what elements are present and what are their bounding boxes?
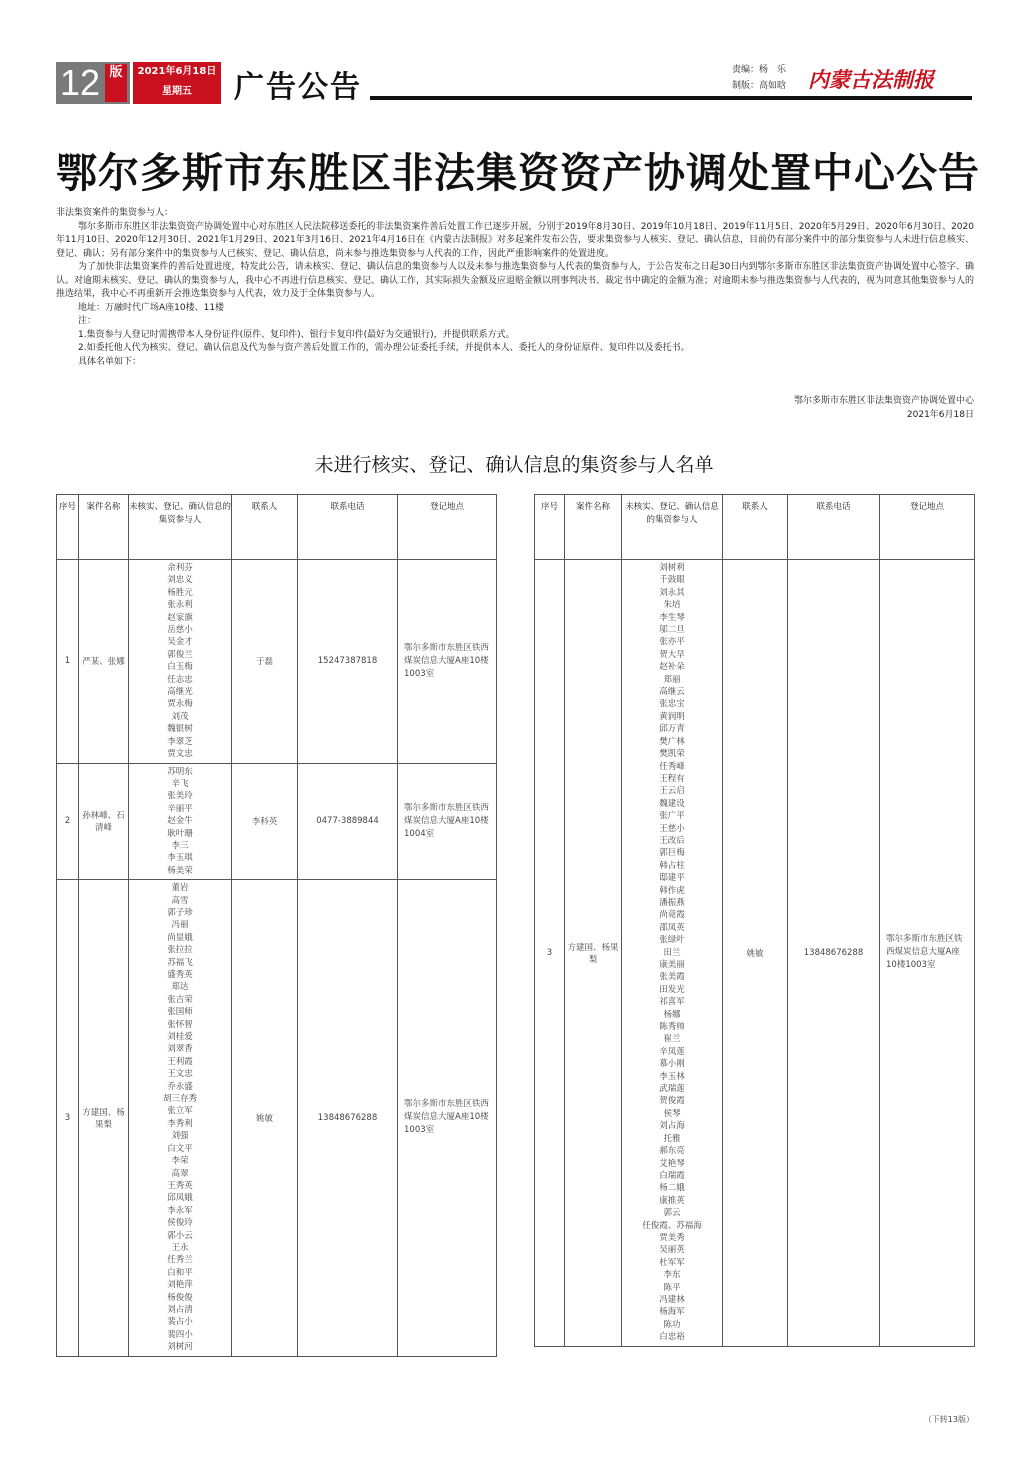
list-intro: 具体名单如下： [78, 356, 142, 367]
participant-name: 贺大早 [659, 649, 685, 660]
participant-name: 苏福飞 [167, 957, 193, 968]
row-number: 1 [57, 560, 79, 764]
header-rule [370, 96, 972, 100]
participant-name: 张立军 [167, 1106, 193, 1117]
signature [794, 394, 974, 422]
participant-name: 韩作虎 [659, 885, 685, 896]
participant-name: 张永利 [167, 600, 193, 611]
participant-name: 高继光 [167, 687, 193, 698]
case-name: 方建国、杨果梨 [79, 880, 129, 1356]
row-number: 3 [57, 880, 79, 1356]
participant-name: 余利芬 [167, 563, 193, 573]
case-name: 方建国、杨果梨 [565, 560, 622, 1347]
participant-name: 张绿叶 [659, 935, 685, 946]
col-header-participants: 未核实、登记、确认信息的集资参与人 [622, 495, 723, 560]
participant-name: 康推英 [659, 1195, 685, 1206]
participant-name: 张拉拉 [167, 945, 193, 956]
participant-name: 董岩 [171, 883, 189, 894]
editor-name: 责编：杨 乐 [732, 65, 787, 75]
participant-name: 康美丽 [659, 960, 685, 970]
participant-names [129, 560, 232, 764]
contact-phone: 0477-3889844 [298, 763, 398, 880]
contact-phone: 13848676288 [298, 880, 398, 1356]
participant-name: 辛飞 [171, 778, 189, 789]
participant-name: 裴占小 [167, 1317, 193, 1328]
participant-name: 李生琴 [659, 612, 685, 623]
participant-name: 刘占海 [659, 1121, 685, 1132]
participant-name: 贾永梅 [167, 699, 193, 710]
participant-name: 潘振燕 [659, 897, 685, 908]
newspaper-logo: 内蒙古法制报 [808, 67, 934, 92]
table-row [57, 880, 497, 1356]
participant-name: 裴四小 [167, 1329, 193, 1340]
participant-names [129, 763, 232, 880]
participant-name: 白忠裕 [659, 1332, 685, 1343]
participant-name: 樊凯荣 [659, 749, 685, 760]
participant-name: 苏明东 [167, 766, 193, 777]
col-header-location: 登记地点 [398, 495, 497, 560]
participant-name: 邸建平 [659, 873, 685, 884]
issue-date-box [133, 62, 221, 104]
col-header-no: 序号 [535, 495, 565, 560]
paragraph-1: 鄂尔多斯市东胜区非法集资资产协调处置中心对东胜区人民法院移送委托的非法集资案件善后处置工作已逐步开展，分别于2019年8月30日、2019年10月18日、2019年11月5日、2020年5月29日、2020年6月30日、2020年11月10日、2020年12月30日、2021年1月29日、2021年3月16日、2021年4月16日在《内蒙古法制报》对多起案件发布公告，要求集资参与人核实、登记、确认信息，目前仍有部分案件中的部分集资参与人未进行信息核实、登记、确认；另有部分案件中的集资参与人已核实、登记、确认信息，尚未参与推选集资参与人代表的工作，因此严重影响案件的处置进度。 [56, 221, 974, 259]
participant-name: 白文平 [167, 1143, 193, 1154]
table-row [57, 560, 497, 764]
participant-name: 冯丽 [171, 920, 189, 931]
participant-name: 李玉林 [659, 1071, 685, 1082]
participant-name: 贾文忠 [167, 749, 193, 760]
col-header-contact: 联系人 [723, 495, 788, 560]
note-2: 2.如委托他人代为核实、登记、确认信息及代为参与资产善后处置工作的，需办理公证委托手续，并提供本人、委托人的身份证原件、复印件以及委托书。 [78, 343, 690, 353]
issue-date: 2021年6月18日 [137, 66, 217, 77]
participant-name: 刘翠香 [167, 1044, 193, 1055]
col-header-participants: 未核实、登记、确认信息的集资参与人 [129, 495, 232, 560]
participant-name: 贾美秀 [659, 1232, 685, 1243]
participant-name: 陈平 [663, 1282, 681, 1293]
participant-name: 杨俊俊 [167, 1292, 193, 1303]
participant-name: 刘永其 [659, 587, 685, 598]
col-header-phone: 联系电话 [788, 495, 880, 560]
participant-name: 李永军 [167, 1205, 193, 1216]
participant-name: 刘树利 [659, 563, 685, 573]
participant-name: 张吉荣 [167, 994, 193, 1005]
contact-person: 于磊 [232, 560, 298, 764]
participant-name: 张亦平 [659, 637, 685, 648]
participant-name: 白和平 [167, 1267, 193, 1278]
participant-name: 杨美荣 [167, 865, 193, 876]
signature-date: 2021年6月18日 [906, 410, 974, 420]
participant-name: 杨娜 [663, 1009, 681, 1020]
participant-name: 王永 [171, 1242, 189, 1253]
participant-name: 盛秀英 [167, 970, 193, 980]
row-number: 2 [57, 763, 79, 880]
contact-person: 李科英 [232, 763, 298, 880]
participant-name: 高继云 [659, 687, 685, 698]
participant-name: 魏银树 [167, 724, 193, 735]
participant-name: 李东 [663, 1270, 681, 1281]
table-header-row [535, 495, 975, 560]
participant-name: 刘忠义 [167, 575, 193, 586]
salutation: 非法集资案件的集资参与人： [56, 208, 174, 218]
paragraph-2: 为了加快非法集资案件的善后处置进度，特发此公告，请未核实、登记、确认信息的集资参与人以及未参与推选集资参与人代表的集资参与人，于公告发布之日起30日内到鄂尔多斯市东胜区非法集资资产协调处置中心签字、确认。对逾期未核实、登记、确认的集资参与人，我中心不再进行信息核实、登记、确认工作，其实际损失金额及应退赔金额以刑事判决书、裁定书中确定的金额为准；对逾期未参与推选集资参与人代表的，视为同意其他集资参与人的推选结果，我中心不再重新开会推选集资参与人代表，效力及于全体集资参与人。 [56, 262, 975, 299]
participant-name: 白瑞霞 [659, 1170, 685, 1181]
participant-name: 李玉琪 [167, 853, 193, 864]
participant-name: 杨海军 [659, 1307, 685, 1318]
participant-table-right [534, 494, 975, 1347]
participant-names [129, 880, 232, 1356]
participant-name: 白玉梅 [167, 662, 193, 673]
contact-person: 姚敏 [723, 560, 788, 1347]
participant-name: 耿叶珊 [167, 828, 193, 839]
participant-name: 杨胜元 [167, 587, 193, 598]
participant-name: 刘艳萍 [167, 1280, 193, 1291]
participant-name: 辛丽平 [167, 803, 193, 814]
participant-names [622, 560, 723, 1347]
participant-name: 尚显娥 [167, 932, 193, 943]
registration-location: 鄂尔多斯市东胜区铁西煤炭信息大厦A座10楼1003室 [398, 880, 497, 1356]
participant-name: 任俊霞、苏福海 [642, 1220, 702, 1231]
participant-name: 郝东亮 [659, 1146, 685, 1157]
col-header-location: 登记地点 [880, 495, 975, 560]
participant-name: 张美玲 [167, 791, 193, 802]
participant-name: 尚竟霞 [659, 910, 685, 921]
participant-name: 刘强 [171, 1131, 189, 1142]
participant-name: 陈秀帅 [659, 1022, 685, 1033]
participant-name: 刘占清 [167, 1304, 193, 1315]
participant-name: 张怀智 [167, 1019, 193, 1030]
participant-name: 郭云 [663, 1208, 681, 1219]
contact-person: 姚敏 [232, 880, 298, 1356]
participant-name: 邵凤英 [659, 922, 685, 933]
participant-name: 侯琴 [663, 1108, 681, 1119]
participant-name: 田发光 [659, 984, 685, 995]
participant-name: 千鼓眼 [659, 575, 685, 586]
participant-name: 任志忠 [167, 674, 193, 685]
col-header-no: 序号 [57, 495, 79, 560]
producer-name: 制版：高如晗 [732, 81, 787, 91]
registration-location: 鄂尔多斯市东胜区铁西煤炭信息大厦A座10楼1003室 [398, 560, 497, 764]
participant-name: 刘桂爱 [167, 1032, 193, 1043]
registration-location: 鄂尔多斯市东胜区铁西煤炭信息大厦A座10楼1003室 [880, 560, 975, 1347]
participant-name: 韩占柱 [659, 860, 685, 871]
participant-name: 邱凤娥 [167, 1193, 193, 1204]
participant-name: 冯建林 [659, 1294, 685, 1305]
participant-name: 胡三存秀 [162, 1094, 197, 1105]
col-header-contact: 联系人 [232, 495, 298, 560]
participant-name: 郭巨梅 [659, 848, 685, 859]
participant-name: 李翠芝 [167, 736, 193, 747]
address: 地址：万融时代广场A座10楼、11楼 [78, 302, 225, 313]
participant-name: 侯俊玲 [167, 1218, 193, 1229]
participant-name: 郭俊兰 [167, 649, 193, 660]
participant-name: 王改后 [659, 835, 685, 846]
participant-name: 张美霞 [659, 972, 685, 983]
editor-credits [732, 62, 786, 94]
col-header-case: 案件名称 [79, 495, 129, 560]
note-label: 注： [78, 316, 97, 326]
col-header-case: 案件名称 [565, 495, 622, 560]
participant-name: 黄润明 [659, 711, 685, 722]
section-title: 广告公告 [234, 70, 362, 105]
page-number: 12 [60, 62, 101, 103]
participant-name: 王慈小 [659, 823, 685, 834]
case-name: 严某、张娜 [79, 560, 129, 764]
participant-name: 高翠 [171, 1168, 189, 1179]
participant-name: 王文忠 [167, 1069, 193, 1080]
list-title: 未进行核实、登记、确认信息的集资参与人名单 [314, 454, 714, 476]
participant-name: 陈功 [663, 1319, 681, 1330]
participant-name: 王利霞 [167, 1056, 193, 1067]
edition-label: 版 [105, 64, 127, 102]
participant-name: 朱培 [663, 600, 681, 611]
col-header-phone: 联系电话 [298, 495, 398, 560]
participant-name: 托雅 [663, 1133, 681, 1144]
participant-name: 乔永盛 [167, 1081, 193, 1092]
participant-name: 赵家旗 [167, 612, 193, 623]
participant-name: 樊广林 [659, 736, 685, 747]
participant-name: 赵补朵 [659, 662, 685, 673]
participant-name: 任秀兰 [167, 1255, 193, 1266]
participant-name: 吴金才 [167, 637, 193, 648]
continued-note: （下转13版） [923, 1415, 974, 1424]
table-row [57, 763, 497, 880]
participant-name: 田兰 [663, 947, 681, 958]
participant-name: 王程有 [659, 773, 685, 784]
participant-name: 刘茂 [171, 711, 189, 722]
participant-name: 祁喜军 [659, 997, 685, 1008]
participant-name: 辛凤莲 [659, 1046, 685, 1057]
participant-name: 高雪 [171, 895, 189, 906]
participant-name: 魏建设 [659, 798, 685, 809]
participant-name: 武瑞莲 [659, 1084, 685, 1095]
participant-name: 艾艳琴 [659, 1158, 685, 1169]
participant-name: 王秀英 [167, 1180, 193, 1191]
case-name: 孙林峰、石清峰 [79, 763, 129, 880]
participant-name: 邬二旦 [659, 625, 685, 636]
participant-name: 慕小刚 [659, 1059, 685, 1070]
registration-location: 鄂尔多斯市东胜区铁西煤炭信息大厦A座10楼1004室 [398, 763, 497, 880]
note-1: 1.集资参与人登记时需携带本人身份证件(原件、复印件)、银行卡复印件(最好为交通银行)，并提供联系方式。 [78, 329, 515, 340]
participant-name: 吴丽英 [659, 1245, 685, 1256]
table-header-row [57, 495, 497, 560]
participant-name: 郑丽 [663, 674, 681, 685]
participant-name: 贺俊霞 [659, 1096, 685, 1107]
participant-name: 杜军军 [659, 1257, 685, 1268]
participant-name: 李荣 [171, 1156, 189, 1167]
participant-name: 王云启 [659, 786, 685, 797]
participant-name: 张国师 [167, 1007, 193, 1018]
participant-name: 任秀峰 [659, 761, 685, 772]
announcement-body [56, 207, 974, 369]
participant-name: 李三 [171, 840, 189, 851]
participant-name: 李秀利 [167, 1118, 193, 1129]
table-row [535, 560, 975, 1347]
signature-org: 鄂尔多斯市东胜区非法集资资产协调处置中心 [793, 396, 974, 406]
participant-name: 郑达 [171, 982, 189, 993]
participant-name: 赵金牛 [167, 816, 193, 827]
row-number: 3 [535, 560, 565, 1347]
participant-name: 邱万青 [659, 724, 685, 735]
participant-table-left [56, 494, 497, 1357]
participant-name: 张广平 [659, 811, 685, 822]
issue-weekday: 星期五 [162, 86, 192, 97]
participant-name: 郭小云 [167, 1230, 193, 1241]
contact-phone: 15247387818 [298, 560, 398, 764]
contact-phone: 13848676288 [788, 560, 880, 1347]
participant-name: 刘树河 [167, 1342, 193, 1353]
participant-name: 崔兰 [663, 1034, 681, 1045]
participant-name: 岳慈小 [167, 625, 193, 636]
participant-name: 张忠宝 [659, 699, 685, 710]
announcement-title: 鄂尔多斯市东胜区非法集资资产协调处置中心公告 [56, 149, 980, 197]
participant-name: 杨二娥 [659, 1183, 685, 1194]
participant-name: 郭子珍 [167, 907, 193, 918]
